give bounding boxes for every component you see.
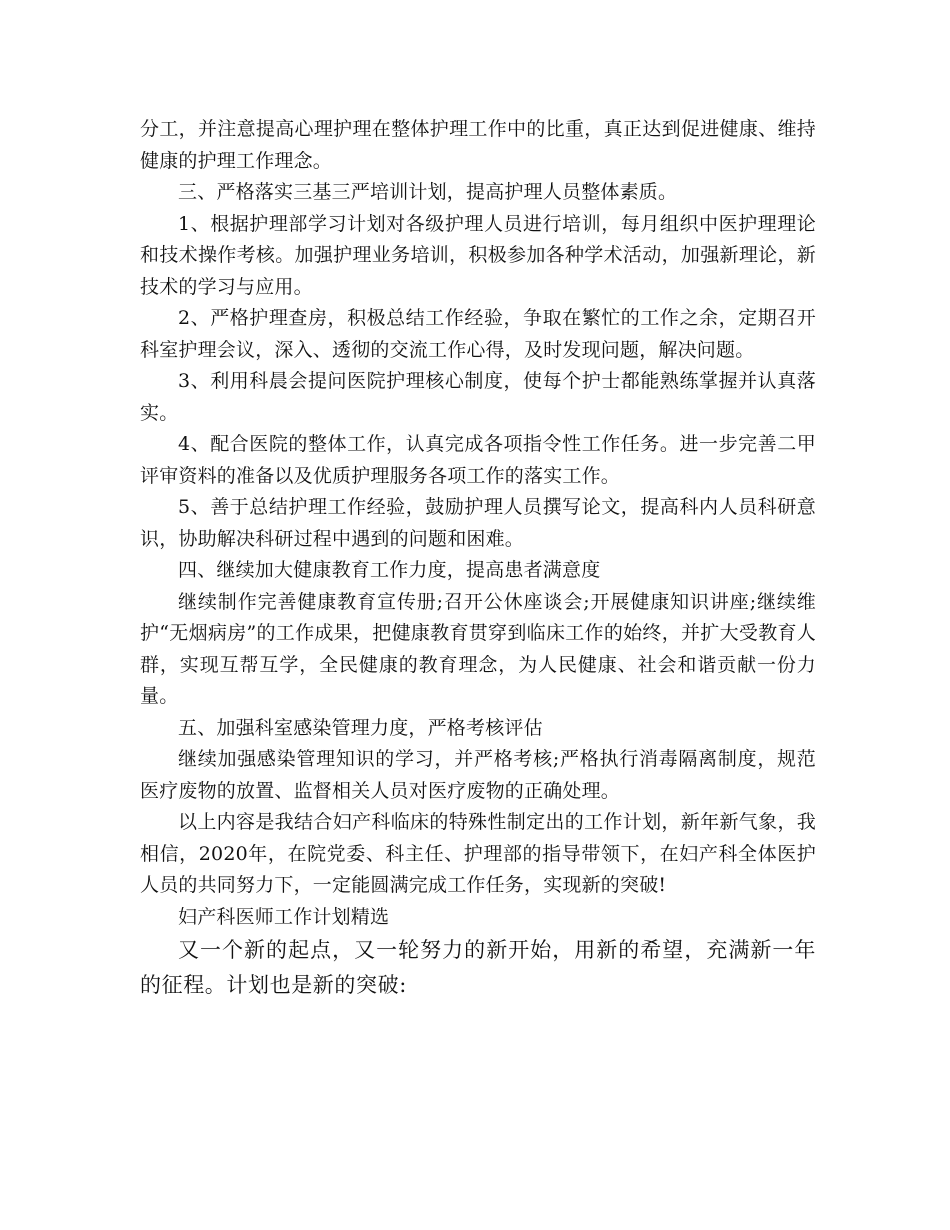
section-title-physician-plan: 妇产科医师工作计划精选 xyxy=(178,905,390,928)
list-item-1: 1、根据护理部学习计划对各级护理人员进行培训，每月组织中医护理理论和技术操作考核。加强护理业务培训，积极参加各种学术活动，加强新理论，新技术的学习与应用。 xyxy=(140,212,816,298)
paragraph-infection-management: 继续加强感染管理知识的学习，并严格考核;严格执行消毒隔离制度，规范医疗废物的放置、监督相关人员对医疗废物的正确处理。 xyxy=(140,748,816,802)
section-heading-three: 三、严格落实三基三严培训计划，提高护理人员整体素质。 xyxy=(178,181,678,203)
list-item-2: 2、严格护理查房，积极总结工作经验，争取在繁忙的工作之余，定期召开科室护理会议，深入、透彻的交流工作心得，及时发现问题，解决问题。 xyxy=(140,307,816,361)
list-item-5: 5、善于总结护理工作经验，鼓励护理人员撰写论文，提高科内人员科研意识，协助解决科研过程中遇到的问题和困难。 xyxy=(140,496,816,550)
paragraph-health-education: 继续制作完善健康教育宣传册;召开公休座谈会;开展健康知识讲座;继续维护“无烟病房”的工作成果，把健康教育贯穿到临床工作的始终，并扩大受教育人群，实现互帮互学，全民健康的教育理念，为人民健康、社会和谐贡献一份力量。 xyxy=(140,590,816,707)
paragraph-conclusion: 以上内容是我结合妇产科临床的特殊性制定出的工作计划，新年新气象，我相信，2020年，在院党委、科主任、护理部的指导带领下，在妇产科全体医护人员的共同努力下，一定能圆满完成工作任务，实现新的突破! xyxy=(140,811,816,896)
list-item-3: 3、利用科晨会提问医院护理核心制度，使每个护士都能熟练掌握并认真落实。 xyxy=(140,370,816,424)
section-heading-five: 五、加强科室感染管理力度，严格考核评估 xyxy=(178,716,543,739)
list-item-4: 4、配合医院的整体工作，认真完成各项指令性工作任务。进一步完善二甲评审资料的准备以及优质护理服务各项工作的落实工作。 xyxy=(140,433,816,487)
paragraph-continuation: 分工，并注意提高心理护理在整体护理工作中的比重，真正达到促进健康、维持健康的护理工作理念。 xyxy=(140,118,816,172)
document-body xyxy=(140,114,816,1003)
paragraph-new-start: 又一个新的起点，又一轮努力的新开始，用新的希望，充满新一年的征程。计划也是新的突破: xyxy=(140,938,816,997)
section-heading-four: 四、继续加大健康教育工作力度，提高患者满意度 xyxy=(178,559,601,581)
